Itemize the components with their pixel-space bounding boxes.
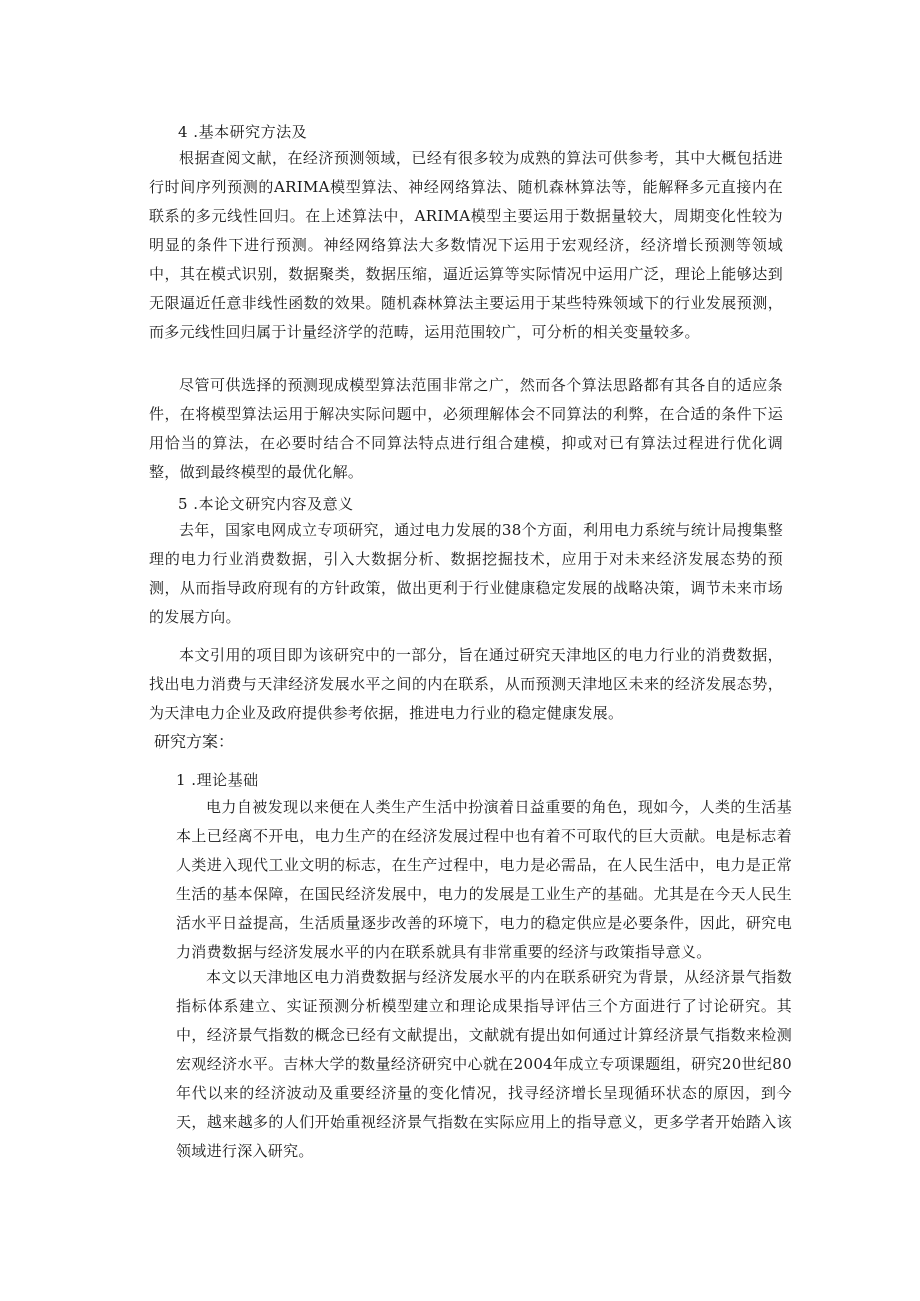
section-1-paragraph-1: 电力自被发现以来便在人类生产生活中扮演着日益重要的角色，现如今，人类的生活基本上已经离不开电，电力生产的在经济发展过程中也有着不可取代的巨大贡献。电是标志着人类进入现代工业文明的标志，在生产过程中，电力是必需品，在人民生活中，电力是正常生活的基本保障，在国民经济发展中，电力的发展是工业生产的基础。尤其是在今天人民生活水平日益提高，生活质量逐步改善的环境下，电力的稳定供应是必要条件，因此，研究电力消费数据与经济发展水平的内在联系就具有非常重要的经济与政策指导意义。	[176, 798, 792, 961]
section-4-paragraph-2: 尽管可供选择的预测现成模型算法范围非常之广，然而各个算法思路都有其各自的适应条件，在将模型算法运用于解决实际问题中，必须理解体会不同算法的利弊，在合适的条件下运用恰当的算法，在必要时结合不同算法特点进行组合建模，抑或对已有算法过程进行优化调整，做到最终模型的最优化解。	[149, 376, 783, 481]
section-5-paragraph-1: 去年，国家电网成立专项研究，通过电力发展的38个方面，利用电力系统与统计局搜集整理的电力行业消费数据，引入大数据分析、数据挖掘技术，应用于对未来经济发展态势的预测，从而指导政府现有的方针政策，做出更利于行业健康稳定发展的战略决策，调节未来市场的发展方向。	[149, 521, 783, 626]
section-4-heading: 4 .基本研究方法及	[178, 123, 308, 141]
section-4-paragraph-1: 根据查阅文献，在经济预测领域，已经有很多较为成熟的算法可供参考，其中大概包括进行时间序列预测的ARIMA模型算法、神经网络算法、随机森林算法等，能解释多元直接内在联系的多元线性回归。在上述算法中，ARIMA模型主要运用于数据量较大，周期变化性较为明显的条件下进行预测。神经网络算法大多数情况下运用于宏观经济，经济增长预测等领域中，其在模式识别，数据聚类，数据压缩，逼近运算等实际情况中运用广泛，理论上能够达到无限逼近任意非线性函数的效果。随机森林算法主要运用于某些特殊领域下的行业发展预测，而多元线性回归属于计量经济学的范畴，运用范围较广，可分析的相关变量较多。	[149, 149, 783, 341]
section-1-paragraph-2: 本文以天津地区电力消费数据与经济发展水平的内在联系研究为背景，从经济景气指数指标体系建立、实证预测分析模型建立和理论成果指导评估三个方面进行了讨论研究。其中，经济景气指数的概念已经有文献提出，文献就有提出如何通过计算经济景气指数来检测宏观经济水平。吉林大学的数量经济研究中心就在2004年成立专项课题组，研究20世纪80年代以来的经济波动及重要经济量的变化情况，找寻经济增长呈现循环状态的原因，到今天，越来越多的人们开始重视经济景气指数在实际应用上的指导意义，更多学者开始踏入该领域进行深入研究。	[176, 968, 792, 1160]
section-5-heading: 5 .本论文研究内容及意义	[178, 495, 354, 513]
research-plan-label: 研究方案：	[154, 732, 235, 751]
section-5-paragraph-2: 本文引用的项目即为该研究中的一部分，旨在通过研究天津地区的电力行业的消费数据，找出电力消费与天津经济发展水平之间的内在联系，从而预测天津地区未来的经济发展态势，为天津电力企业及政府提供参考依据，推进电力行业的稳定健康发展。	[149, 646, 783, 722]
section-1-heading: 1 .理论基础	[176, 771, 259, 789]
